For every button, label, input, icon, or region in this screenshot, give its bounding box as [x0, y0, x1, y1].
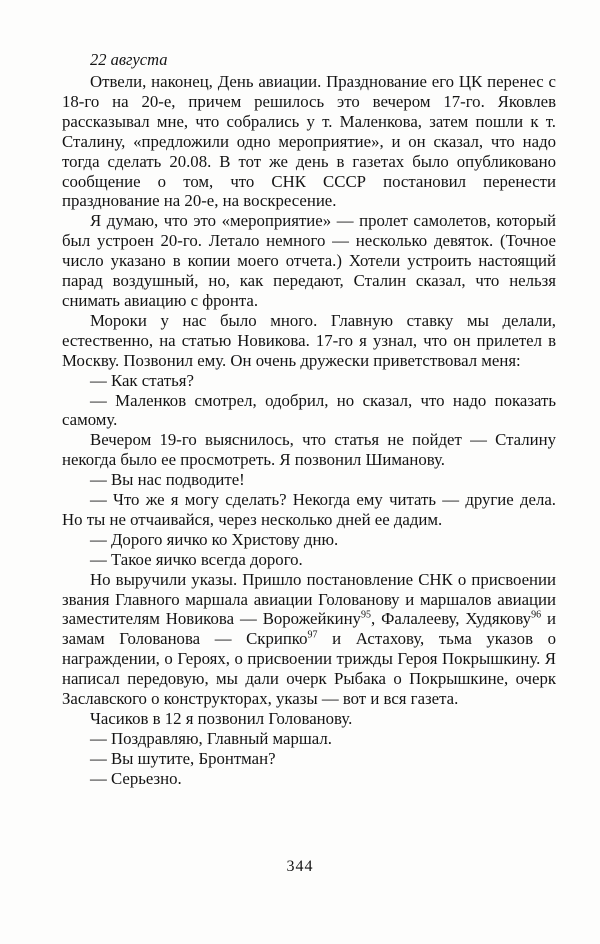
- paragraph: [62, 391, 556, 431]
- paragraph: [62, 470, 556, 490]
- paragraph: [62, 749, 556, 769]
- paragraph: [62, 729, 556, 749]
- paragraph-text: Вечером 19-го выяснилось, что статья не пойдет — Сталину некогда было ее просмотреть. Я позвонил Шиманову.: [62, 430, 556, 470]
- paragraph: [62, 490, 556, 530]
- paragraph-text: Отвели, наконец, День авиации. Празднование его ЦК перенес с 18-го на 20-е, причем решилось это вечером 17-го. Яковлев рассказывал мне, что собрались у т. Маленкова, затем пошли к т. Сталину, «предложили одно мероприятие», и он сказал, что надо тогда сделать 20.08. В тот же день в газетах было опубликовано сообщение о том, что СНК СССР постановил перенести празднование на 20-е, на воскресение.: [62, 72, 556, 211]
- paragraph-text: и Астахову, тьма указов о награждении, о Героях, о присвоении трижды Героя Покрышкину. Я написал передовую, мы дали очерк Рыбака о Покрышкине, очерк Заславского о конструкторах, указы — вот и вся газета.: [62, 629, 556, 709]
- paragraph-text: — Поздравляю, Главный маршал.: [90, 728, 332, 748]
- paragraph-text: — Вы шутите, Бронтман?: [90, 748, 276, 768]
- paragraph-text: — Маленков смотрел, одобрил, но сказал, что надо показать самому.: [62, 390, 556, 430]
- paragraph-text: Но выручили указы. Пришло постановление СНК о присвоении звания Главного маршала авиации Голованову и маршалов авиации заместителям Новикова — Ворожейкину: [62, 569, 556, 629]
- paragraph-text: Я думаю, что это «мероприятие» — пролет самолетов, который был устроен 20-го. Летало немного — несколько девяток. (Точное число указано в копии моего отчета.) Хотели устроить настоящий парад воздушный, но, как передают, Сталин сказал, что нельзя снимать авиацию с фронта.: [62, 211, 556, 310]
- paragraph: [62, 570, 556, 709]
- paragraph: [62, 430, 556, 470]
- paragraph: [62, 709, 556, 729]
- paragraph-text: Мороки у нас было много. Главную ставку мы делали, естественно, на статью Новикова. 17-го я узнал, что он прилетел в Москву. Позвонил ему. Он очень дружески приветствовал меня:: [62, 310, 556, 370]
- footnote-ref: 96: [531, 609, 542, 621]
- paragraph: [62, 311, 556, 371]
- paragraph-text: , Фалалееву, Худякову: [370, 609, 532, 629]
- paragraph-text: — Серьезно.: [90, 768, 182, 788]
- paragraph-text: — Такое яичко всегда дорого.: [90, 549, 303, 569]
- paragraph: [62, 550, 556, 570]
- paragraph: [62, 769, 556, 789]
- text-block: [62, 50, 556, 789]
- date-heading: 22 августа: [90, 50, 168, 69]
- footnote-ref: 97: [307, 629, 318, 641]
- paragraph-text: — Дорого яичко ко Христову дню.: [90, 529, 339, 549]
- footnote-ref: 95: [360, 609, 371, 621]
- paragraph: [62, 371, 556, 391]
- paragraph-text: и замам Голованова — Скрипко: [62, 609, 556, 649]
- paragraph: [62, 72, 556, 211]
- paragraph: [62, 530, 556, 550]
- paragraph: [62, 211, 556, 311]
- paragraph-text: — Вы нас подводите!: [90, 470, 245, 490]
- paragraph-text: — Как статья?: [90, 370, 194, 390]
- paragraph-text: Часиков в 12 я позвонил Голованову.: [90, 709, 353, 728]
- paragraph-text: — Что же я могу сделать? Некогда ему читать — другие дела. Но ты не отчаивайся, через несколько дней ее дадим.: [62, 490, 556, 529]
- page-number: 344: [286, 858, 314, 875]
